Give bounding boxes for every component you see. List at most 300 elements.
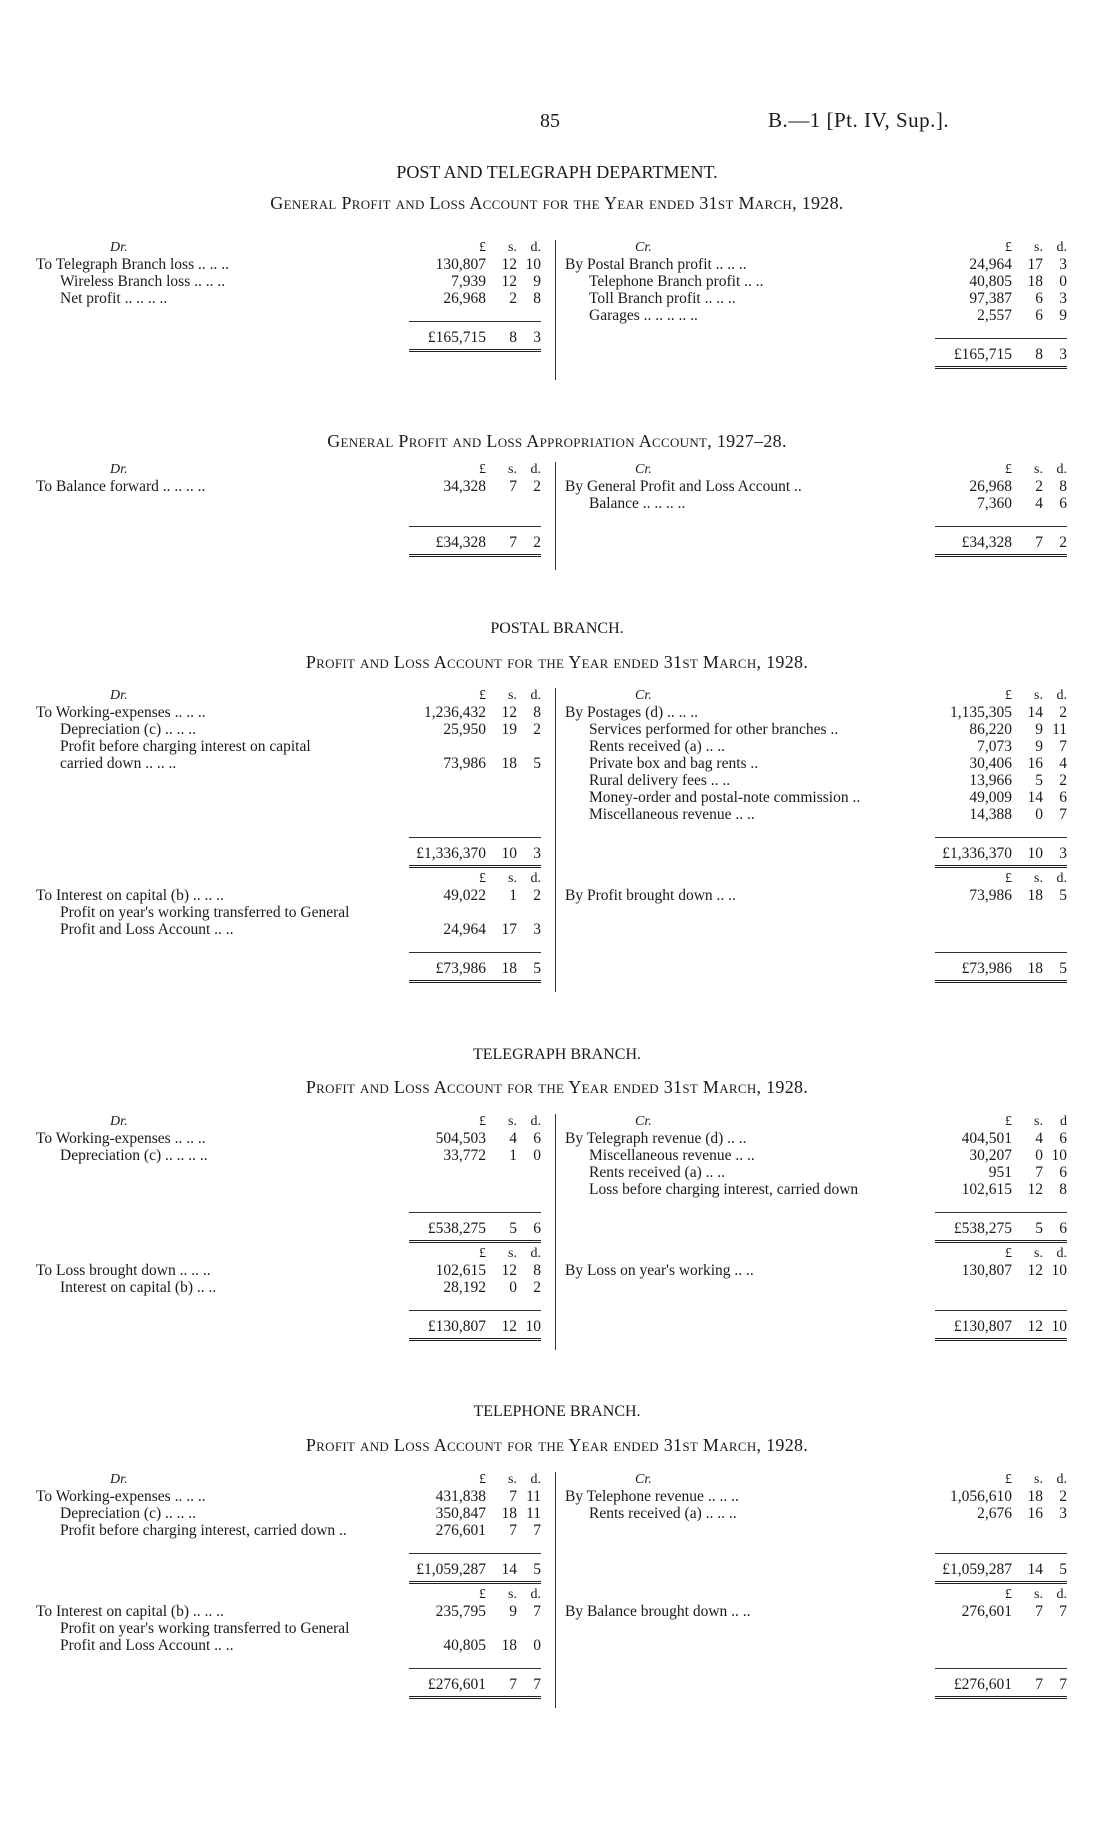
total-amount <box>927 1676 1067 1693</box>
ledger-row-label: Profit before charging interest, carried down .. <box>60 1522 347 1539</box>
amount-pounds: 7,360 <box>977 495 1012 512</box>
total-shillings: 7 <box>509 1676 517 1693</box>
telephone-account-title: Profit and Loss Account for the Year ended 31st March, 1928. <box>305 1435 809 1455</box>
ledger-row-label: Miscellaneous revenue .. .. <box>589 806 755 823</box>
ledger-row-label: Profit and Loss Account .. .. <box>60 921 234 938</box>
total-double-rule <box>409 1696 541 1701</box>
pence-header: d. <box>530 1246 541 1261</box>
column-divider <box>555 1114 556 1350</box>
ledger-row <box>36 921 541 938</box>
amount-pounds: 24,964 <box>443 921 486 938</box>
ledger-row-label: Profit before charging interest on capital <box>60 738 311 755</box>
amount-shillings: 2 <box>509 290 517 307</box>
ledger-total <box>565 522 1067 560</box>
shillings-header: s. <box>1034 688 1043 703</box>
shillings-header: s. <box>508 688 517 703</box>
amount-pounds: 97,387 <box>969 290 1012 307</box>
total-shillings: 5 <box>509 1220 517 1237</box>
total-pounds: £538,275 <box>427 1220 486 1237</box>
ledger-row <box>565 495 1067 512</box>
credit-label: Cr. <box>635 1114 652 1129</box>
ledger-row <box>36 273 541 290</box>
pence-header: d. <box>530 240 541 255</box>
amount-pence: 2 <box>533 887 541 904</box>
amount-pence: 11 <box>526 1488 541 1505</box>
amount-pence: 9 <box>533 273 541 290</box>
postal-debit-side <box>36 688 541 986</box>
postal-branch-heading: POSTAL BRANCH. <box>490 620 624 637</box>
total-rule <box>409 1553 541 1554</box>
ledger-row-label: Miscellaneous revenue .. .. <box>589 1147 755 1164</box>
shillings-header: s. <box>1034 1114 1043 1129</box>
telegraph-account-title: Profit and Loss Account for the Year ended 31st March, 1928. <box>305 1077 809 1097</box>
debit-label: Dr. <box>110 462 128 477</box>
amount-shillings: 17 <box>1027 256 1043 273</box>
column-header-row <box>36 1587 541 1603</box>
credit-label: Cr. <box>635 688 652 703</box>
ledger-total <box>565 334 1067 372</box>
total-pounds: £538,275 <box>953 1220 1012 1237</box>
amount-pence: 7 <box>1059 1603 1067 1620</box>
total-pence: 7 <box>533 1676 541 1693</box>
ledger-row <box>36 1522 541 1539</box>
amount-pounds: 33,772 <box>443 1147 486 1164</box>
total-amount <box>401 845 541 862</box>
amount-pence: 2 <box>1059 1488 1067 1505</box>
amount-shillings: 12 <box>1027 1262 1043 1279</box>
total-double-rule <box>935 1240 1067 1245</box>
amount-pence: 8 <box>1059 1181 1067 1198</box>
pound-header: £ <box>1005 1587 1012 1602</box>
total-pounds: £1,059,287 <box>416 1561 486 1578</box>
amount-shillings: 7 <box>1035 1603 1043 1620</box>
amount-pounds: 7,939 <box>451 273 486 290</box>
pence-header: d. <box>1056 1472 1067 1487</box>
telegraph-branch-heading: TELEGRAPH BRANCH. <box>472 1046 641 1063</box>
ledger-row-label: Wireless Branch loss .. .. .. <box>60 273 226 290</box>
ledger-row <box>36 256 541 273</box>
total-amount <box>401 1561 541 1578</box>
total-pence: 10 <box>525 1318 541 1335</box>
amount-shillings: 0 <box>509 1279 517 1296</box>
ledger-row <box>565 806 1067 823</box>
ledger-row-label: Depreciation (c) .. .. .. .. <box>60 1147 208 1164</box>
ledger-row <box>565 478 1067 495</box>
amount-shillings: 0 <box>1035 806 1043 823</box>
total-pence: 7 <box>1059 1676 1067 1693</box>
ledger-total <box>565 1208 1067 1246</box>
debit-label: Dr. <box>110 1472 128 1487</box>
amount-pence: 8 <box>533 1262 541 1279</box>
ledger-row <box>36 1505 541 1522</box>
total-pence: 5 <box>1059 1561 1067 1578</box>
total-pence: 3 <box>1059 845 1067 862</box>
amount-shillings: 18 <box>1027 273 1043 290</box>
ledger-row <box>36 1147 541 1164</box>
ledger-row-label: Rents received (a) .. .. <box>589 1164 725 1181</box>
amount-shillings: 4 <box>1035 1130 1043 1147</box>
total-double-rule <box>935 1696 1067 1701</box>
total-amount <box>401 329 541 346</box>
ledger-total <box>36 522 541 560</box>
total-double-rule <box>409 865 541 870</box>
amount-pounds: 1,056,610 <box>950 1488 1012 1505</box>
amount-pence: 0 <box>533 1147 541 1164</box>
amount-pence: 3 <box>1059 290 1067 307</box>
amount-pounds: 49,022 <box>443 887 486 904</box>
pence-header: d. <box>530 1587 541 1602</box>
amount-pence: 6 <box>1059 1164 1067 1181</box>
total-amount <box>927 534 1067 551</box>
telegraph-credit-side <box>565 1114 1067 1344</box>
pound-header: £ <box>479 1587 486 1602</box>
ledger-row <box>565 307 1067 324</box>
amount-shillings: 1 <box>509 1147 517 1164</box>
column-header-row <box>36 240 541 256</box>
amount-shillings: 16 <box>1027 1505 1043 1522</box>
amount-pounds: 951 <box>988 1164 1012 1181</box>
shillings-header: s. <box>508 1472 517 1487</box>
amount-pounds: 431,838 <box>435 1488 486 1505</box>
ledger-row-label: By Profit brought down .. .. <box>565 887 736 904</box>
ledger-row <box>565 1262 1067 1279</box>
ledger-row-label: To Working-expenses .. .. .. <box>36 1488 206 1505</box>
total-rule <box>935 1212 1067 1213</box>
ledger-total <box>565 1306 1067 1344</box>
shillings-header: s. <box>1034 1587 1043 1602</box>
ledger-row <box>565 887 1067 904</box>
ledger-row <box>565 1130 1067 1147</box>
ledger-row <box>36 1620 541 1637</box>
credit-label: Cr. <box>635 240 652 255</box>
total-rule <box>409 952 541 953</box>
amount-pounds: 34,328 <box>443 478 486 495</box>
ledger-row-label: To Working-expenses .. .. .. <box>36 1130 206 1147</box>
pound-header: £ <box>1005 240 1012 255</box>
pound-header: £ <box>1005 1114 1012 1129</box>
ledger-total <box>36 1208 541 1246</box>
column-header-row <box>565 688 1067 704</box>
amount-pence: 3 <box>533 921 541 938</box>
ledger-row-label: Toll Branch profit .. .. .. <box>589 290 736 307</box>
pence-header: d. <box>530 688 541 703</box>
pence-header: d. <box>1056 240 1067 255</box>
total-pounds: £34,328 <box>435 534 486 551</box>
total-pence: 3 <box>533 329 541 346</box>
pound-header: £ <box>479 240 486 255</box>
amount-pounds: 73,986 <box>443 755 486 772</box>
column-header-row <box>565 1587 1067 1603</box>
amount-pounds: 28,192 <box>443 1279 486 1296</box>
total-amount <box>927 1561 1067 1578</box>
amount-shillings: 6 <box>1035 290 1043 307</box>
total-amount <box>927 346 1067 363</box>
debit-label: Dr. <box>110 1114 128 1129</box>
total-shillings: 12 <box>1027 1318 1043 1335</box>
total-pence: 6 <box>533 1220 541 1237</box>
amount-pounds: 504,503 <box>435 1130 486 1147</box>
total-pounds: £165,715 <box>427 329 486 346</box>
ledger-row <box>36 755 541 772</box>
page-number: 85 <box>540 110 560 132</box>
total-double-rule <box>935 980 1067 985</box>
column-divider <box>555 1472 556 1708</box>
credit-label: Cr. <box>635 462 652 477</box>
column-header-row <box>565 1246 1067 1262</box>
telephone-credit-side <box>565 1472 1067 1702</box>
amount-shillings: 14 <box>1027 704 1043 721</box>
ledger-row <box>565 290 1067 307</box>
ledger-row <box>36 1637 541 1654</box>
amount-pence: 0 <box>533 1637 541 1654</box>
ledger-row-label: To Interest on capital (b) .. .. .. <box>36 887 224 904</box>
ledger-total <box>36 1306 541 1344</box>
shillings-header: s. <box>508 1587 517 1602</box>
total-rule <box>409 526 541 527</box>
total-double-rule <box>409 554 541 559</box>
amount-pounds: 30,406 <box>969 755 1012 772</box>
pound-header: £ <box>1005 1472 1012 1487</box>
ledger-row <box>36 290 541 307</box>
amount-shillings: 9 <box>1035 738 1043 755</box>
total-pounds: £276,601 <box>427 1676 486 1693</box>
ledger-total <box>565 1664 1067 1702</box>
amount-pence: 8 <box>533 290 541 307</box>
amount-shillings: 18 <box>1027 887 1043 904</box>
shillings-header: s. <box>1034 240 1043 255</box>
column-header-row <box>565 240 1067 256</box>
total-rule <box>935 1668 1067 1669</box>
total-pence: 3 <box>533 845 541 862</box>
total-rule <box>935 1553 1067 1554</box>
credit-label: Cr. <box>635 1472 652 1487</box>
amount-shillings: 18 <box>501 1505 517 1522</box>
ledger-row <box>565 1181 1067 1198</box>
total-pence: 3 <box>1059 346 1067 363</box>
ledger-row <box>36 887 541 904</box>
amount-pounds: 73,986 <box>969 887 1012 904</box>
amount-pounds: 49,009 <box>969 789 1012 806</box>
ledger-row <box>565 721 1067 738</box>
ledger-row-label: Net profit .. .. .. .. <box>60 290 168 307</box>
total-amount <box>401 1220 541 1237</box>
amount-shillings: 7 <box>509 478 517 495</box>
total-shillings: 5 <box>1035 1220 1043 1237</box>
ledger-row-label: Interest on capital (b) .. .. <box>60 1279 217 1296</box>
total-pence: 10 <box>1051 1318 1067 1335</box>
total-pounds: £1,059,287 <box>942 1561 1012 1578</box>
pound-header: £ <box>479 1246 486 1261</box>
amount-shillings: 19 <box>501 721 517 738</box>
ledger-row-label: Services performed for other branches .. <box>589 721 839 738</box>
amount-pounds: 350,847 <box>435 1505 486 1522</box>
ledger-row-label: Profit on year's working transferred to General <box>60 904 350 921</box>
amount-pounds: 130,807 <box>961 1262 1012 1279</box>
amount-pence: 8 <box>1059 478 1067 495</box>
amount-pounds: 102,615 <box>435 1262 486 1279</box>
column-header-row <box>565 462 1067 478</box>
pence-header: d. <box>1056 1246 1067 1261</box>
amount-pence: 7 <box>1059 806 1067 823</box>
ledger-total <box>36 948 541 986</box>
amount-pence: 10 <box>1051 1147 1067 1164</box>
amount-pounds: 24,964 <box>969 256 1012 273</box>
amount-pounds: 14,388 <box>969 806 1012 823</box>
shillings-header: s. <box>1034 871 1043 886</box>
column-header-row <box>36 462 541 478</box>
amount-pence: 11 <box>526 1505 541 1522</box>
amount-pence: 2 <box>533 1279 541 1296</box>
total-shillings: 18 <box>501 960 517 977</box>
total-double-rule <box>935 366 1067 371</box>
amount-pence: 10 <box>1051 1262 1067 1279</box>
pound-header: £ <box>479 462 486 477</box>
ledger-row-label: Rents received (a) .. .. .. <box>589 1505 737 1522</box>
ledger-row <box>36 478 541 495</box>
amount-pounds: 1,236,432 <box>424 704 486 721</box>
amount-shillings: 7 <box>509 1522 517 1539</box>
total-pounds: £1,336,370 <box>942 845 1012 862</box>
pence-header: d. <box>530 1114 541 1129</box>
amount-pounds: 25,950 <box>443 721 486 738</box>
ledger-row-label: Profit on year's working transferred to General <box>60 1620 350 1637</box>
ledger-row-label: To Working-expenses .. .. .. <box>36 704 206 721</box>
ledger-row <box>36 1262 541 1279</box>
total-shillings: 8 <box>509 329 517 346</box>
total-pence: 2 <box>533 534 541 551</box>
total-double-rule <box>935 1581 1067 1586</box>
ledger-row <box>565 1147 1067 1164</box>
ledger-row-label: By Loss on year's working .. .. <box>565 1262 754 1279</box>
column-header-row <box>36 1114 541 1130</box>
amount-shillings: 1 <box>509 887 517 904</box>
ledger-row <box>36 1279 541 1296</box>
general-account-title: General Profit and Loss Account for the Year ended 31st March, 1928. <box>270 193 844 213</box>
pence-header: d. <box>530 462 541 477</box>
ledger-row-label: Rents received (a) .. .. <box>589 738 725 755</box>
ledger-row <box>565 1505 1067 1522</box>
amount-shillings: 4 <box>1035 495 1043 512</box>
amount-pounds: 7,073 <box>977 738 1012 755</box>
total-rule <box>409 1310 541 1311</box>
telegraph-debit-side <box>36 1114 541 1344</box>
ledger-row <box>565 1603 1067 1620</box>
total-shillings: 14 <box>1027 1561 1043 1578</box>
total-amount <box>927 845 1067 862</box>
pound-header: £ <box>1005 1246 1012 1261</box>
appropriation-credit-side <box>565 462 1067 560</box>
pence-header: d. <box>530 1472 541 1487</box>
total-rule <box>935 952 1067 953</box>
total-rule <box>409 1212 541 1213</box>
ledger-row-label: By Postal Branch profit .. .. .. <box>565 256 747 273</box>
total-pounds: £34,328 <box>961 534 1012 551</box>
amount-pence: 4 <box>1059 755 1067 772</box>
amount-shillings: 12 <box>1027 1181 1043 1198</box>
ledger-row-label: By Telephone revenue .. .. .. <box>565 1488 739 1505</box>
amount-pence: 6 <box>1059 789 1067 806</box>
total-double-rule <box>935 1338 1067 1343</box>
ledger-row <box>565 704 1067 721</box>
amount-shillings: 4 <box>509 1130 517 1147</box>
ledger-row <box>565 738 1067 755</box>
amount-pence: 5 <box>1059 887 1067 904</box>
amount-pounds: 276,601 <box>435 1522 486 1539</box>
total-pence: 6 <box>1059 1220 1067 1237</box>
amount-pence: 6 <box>1059 1130 1067 1147</box>
amount-shillings: 17 <box>501 921 517 938</box>
total-amount <box>401 1318 541 1335</box>
amount-pence: 8 <box>533 704 541 721</box>
amount-pounds: 86,220 <box>969 721 1012 738</box>
total-pence: 5 <box>1059 960 1067 977</box>
pence-header: d. <box>530 871 541 886</box>
amount-pounds: 404,501 <box>961 1130 1012 1147</box>
pound-header: £ <box>479 688 486 703</box>
ledger-total <box>565 948 1067 986</box>
ledger-row-label: Depreciation (c) .. .. .. <box>60 721 196 738</box>
total-rule <box>409 321 541 322</box>
pound-header: £ <box>479 1472 486 1487</box>
total-double-rule <box>935 865 1067 870</box>
ledger-row-label: To Interest on capital (b) .. .. .. <box>36 1603 224 1620</box>
ledger-row <box>36 721 541 738</box>
total-rule <box>409 1668 541 1669</box>
amount-pounds: 26,968 <box>969 478 1012 495</box>
ledger-row <box>36 1603 541 1620</box>
amount-pence: 6 <box>1059 495 1067 512</box>
document-reference: B.—1 [Pt. IV, Sup.]. <box>768 108 950 132</box>
amount-pence: 7 <box>1059 738 1067 755</box>
amount-pence: 5 <box>533 755 541 772</box>
total-rule <box>935 1310 1067 1311</box>
amount-pounds: 40,805 <box>443 1637 486 1654</box>
ledger-row-label: Depreciation (c) .. .. .. <box>60 1505 196 1522</box>
total-pounds: £276,601 <box>953 1676 1012 1693</box>
column-header-row <box>36 1246 541 1262</box>
amount-pounds: 235,795 <box>435 1603 486 1620</box>
department-title: POST AND TELEGRAPH DEPARTMENT. <box>396 162 718 182</box>
general-credit-side <box>565 240 1067 372</box>
ledger-row-label: To Loss brought down .. .. .. <box>36 1262 211 1279</box>
amount-pounds: 13,966 <box>969 772 1012 789</box>
total-double-rule <box>409 1338 541 1343</box>
total-amount <box>927 1318 1067 1335</box>
ledger-row <box>565 755 1067 772</box>
ledger-row <box>36 738 541 755</box>
amount-shillings: 16 <box>1027 755 1043 772</box>
amount-pence: 3 <box>1059 1505 1067 1522</box>
ledger-total <box>565 833 1067 871</box>
amount-pence: 9 <box>1059 307 1067 324</box>
pence-header: d. <box>1056 688 1067 703</box>
amount-shillings: 18 <box>501 1637 517 1654</box>
amount-pence: 2 <box>533 478 541 495</box>
pence-header: d. <box>1056 462 1067 477</box>
ledger-row <box>565 789 1067 806</box>
column-header-row <box>36 1472 541 1488</box>
amount-pounds: 40,805 <box>969 273 1012 290</box>
ledger-row-label: Garages .. .. .. .. .. <box>589 307 698 324</box>
total-pounds: £1,336,370 <box>416 845 486 862</box>
amount-shillings: 9 <box>509 1603 517 1620</box>
shillings-header: s. <box>508 240 517 255</box>
shillings-header: s. <box>1034 462 1043 477</box>
ledger-row-label: Telephone Branch profit .. .. <box>589 273 764 290</box>
total-shillings: 7 <box>1035 1676 1043 1693</box>
amount-shillings: 0 <box>1035 1147 1043 1164</box>
total-amount <box>401 534 541 551</box>
